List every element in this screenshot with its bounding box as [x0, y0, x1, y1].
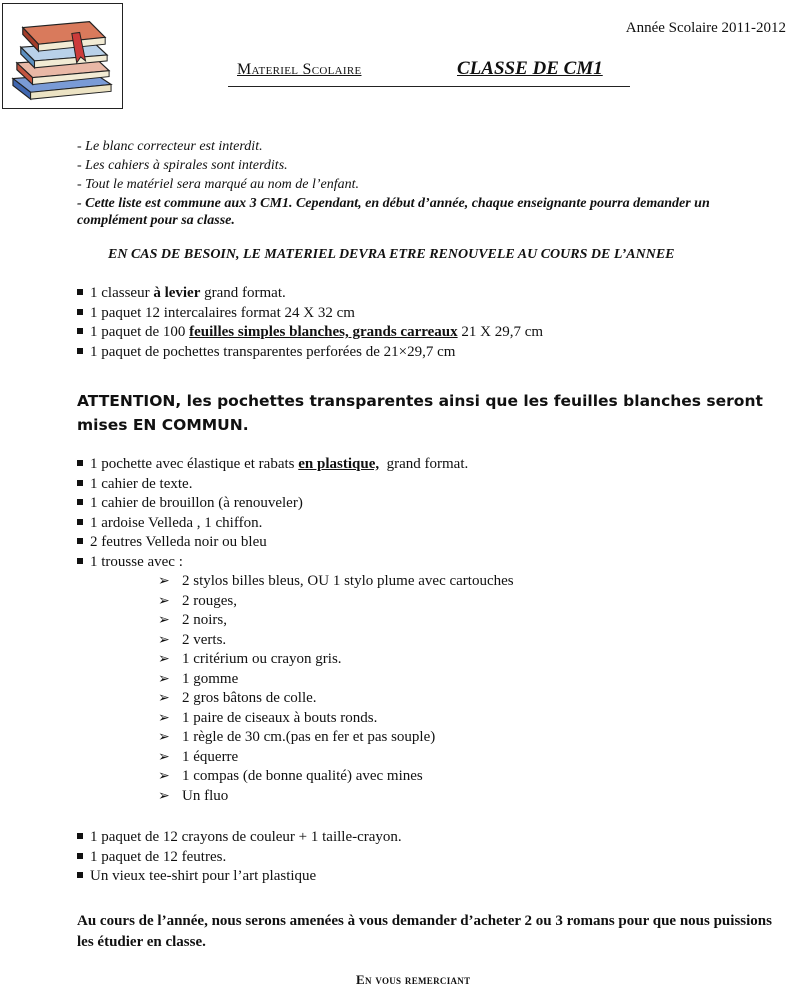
list-item: 1 cahier de brouillon (à renouveler): [77, 494, 468, 514]
list-item: 1 classeur à levier grand format.: [77, 284, 543, 304]
list-item: 1 pochette avec élastique et rabats en plastique, grand format.: [77, 455, 468, 475]
school-year: Année Scolaire 2011-2012: [625, 20, 786, 36]
arrow-bullet-icon: ➢: [158, 729, 170, 745]
list-item: 1 paquet de 12 feutres.: [77, 848, 402, 868]
square-bullet-icon: [77, 853, 83, 859]
list-item: ➢ 1 gomme: [158, 670, 514, 690]
list-item: 1 paquet de pochettes transparentes perforées de 21×29,7 cm: [77, 343, 543, 363]
square-bullet-icon: [77, 309, 83, 315]
thanks-line: En vous remerciant: [356, 972, 471, 987]
square-bullet-icon: [77, 519, 83, 525]
square-bullet-icon: [77, 480, 83, 486]
square-bullet-icon: [77, 499, 83, 505]
renewal-notice: EN CAS DE BESOIN, LE MATERIEL DEVRA ETRE RENOUVELE AU COURS DE L’ANNEE: [108, 247, 675, 262]
arrow-bullet-icon: ➢: [158, 709, 170, 726]
list-item: 1 trousse avec :: [77, 553, 468, 573]
supplies-list-2: [77, 455, 468, 572]
books-stack-icon: [3, 4, 122, 108]
list-item: ➢ 1 règle de 30 cm.(pas en fer et pas souple): [158, 728, 514, 748]
title-row: [228, 56, 630, 87]
list-item: 1 paquet de 100 feuilles simples blanches, grands carreaux 21 X 29,7 cm: [77, 323, 543, 343]
arrow-bullet-icon: ➢: [158, 690, 170, 706]
document-title: Materiel Scolaire: [237, 61, 362, 78]
square-bullet-icon: [77, 538, 83, 544]
square-bullet-icon: [77, 348, 83, 354]
square-bullet-icon: [77, 460, 83, 466]
arrow-bullet-icon: ➢: [158, 651, 170, 667]
list-item: ➢ 2 rouges,: [158, 592, 514, 612]
list-item: 1 paquet 12 intercalaires format 24 X 32 cm: [77, 304, 543, 324]
arrow-bullet-icon: ➢: [158, 612, 170, 628]
rule-item: - Tout le matériel sera marqué au nom de l’enfant.: [77, 177, 360, 192]
arrow-bullet-icon: ➢: [158, 631, 170, 648]
list-item: 1 ardoise Velleda , 1 chiffon.: [77, 514, 468, 534]
list-item: ➢ 2 noirs,: [158, 611, 514, 631]
list-item: ➢ 1 paire de ciseaux à bouts ronds.: [158, 709, 514, 729]
supplies-list-1: [77, 284, 543, 362]
attention-notice: ATTENTION, les pochettes transparentes ainsi que les feuilles blanches seront mises EN COMMUN.: [77, 392, 763, 434]
square-bullet-icon: [77, 328, 83, 334]
class-title: CLASSE DE CM1: [457, 58, 603, 79]
list-item: ➢ 2 gros bâtons de colle.: [158, 689, 514, 709]
pencil-case-list: [158, 572, 514, 806]
arrow-bullet-icon: ➢: [158, 748, 170, 765]
closing-paragraph: Au cours de l’année, nous serons amenées à vous demander d’acheter 2 ou 3 romans pour que nous puissions les étudier en classe.: [77, 913, 772, 950]
arrow-bullet-icon: ➢: [158, 670, 170, 687]
books-logo: [2, 3, 123, 109]
list-item: ➢ 1 critérium ou crayon gris.: [158, 650, 514, 670]
square-bullet-icon: [77, 833, 83, 839]
rule-item: - Les cahiers à spirales sont interdits.: [77, 158, 288, 173]
list-item: 1 paquet de 12 crayons de couleur + 1 taille-crayon.: [77, 828, 402, 848]
rule-item: - Cette liste est commune aux 3 CM1. Cependant, en début d’année, chaque enseignante pourra demander un complément pour sa classe.: [77, 196, 710, 228]
arrow-bullet-icon: ➢: [158, 573, 170, 589]
list-item: 2 feutres Velleda noir ou bleu: [77, 533, 468, 553]
list-item: ➢ 2 stylos billes bleus, OU 1 stylo plume avec cartouches: [158, 572, 514, 592]
supplies-list-3: [77, 828, 402, 887]
list-item: 1 cahier de texte.: [77, 475, 468, 495]
square-bullet-icon: [77, 289, 83, 295]
list-item: ➢ 1 compas (de bonne qualité) avec mines: [158, 767, 514, 787]
rule-item: - Le blanc correcteur est interdit.: [77, 139, 263, 154]
arrow-bullet-icon: ➢: [158, 592, 170, 609]
square-bullet-icon: [77, 558, 83, 564]
arrow-bullet-icon: ➢: [158, 787, 170, 804]
list-item: Un vieux tee-shirt pour l’art plastique: [77, 867, 402, 887]
list-item: ➢ 2 verts.: [158, 631, 514, 651]
arrow-bullet-icon: ➢: [158, 768, 170, 784]
square-bullet-icon: [77, 872, 83, 878]
list-item: ➢ Un fluo: [158, 787, 514, 807]
list-item: ➢ 1 équerre: [158, 748, 514, 768]
